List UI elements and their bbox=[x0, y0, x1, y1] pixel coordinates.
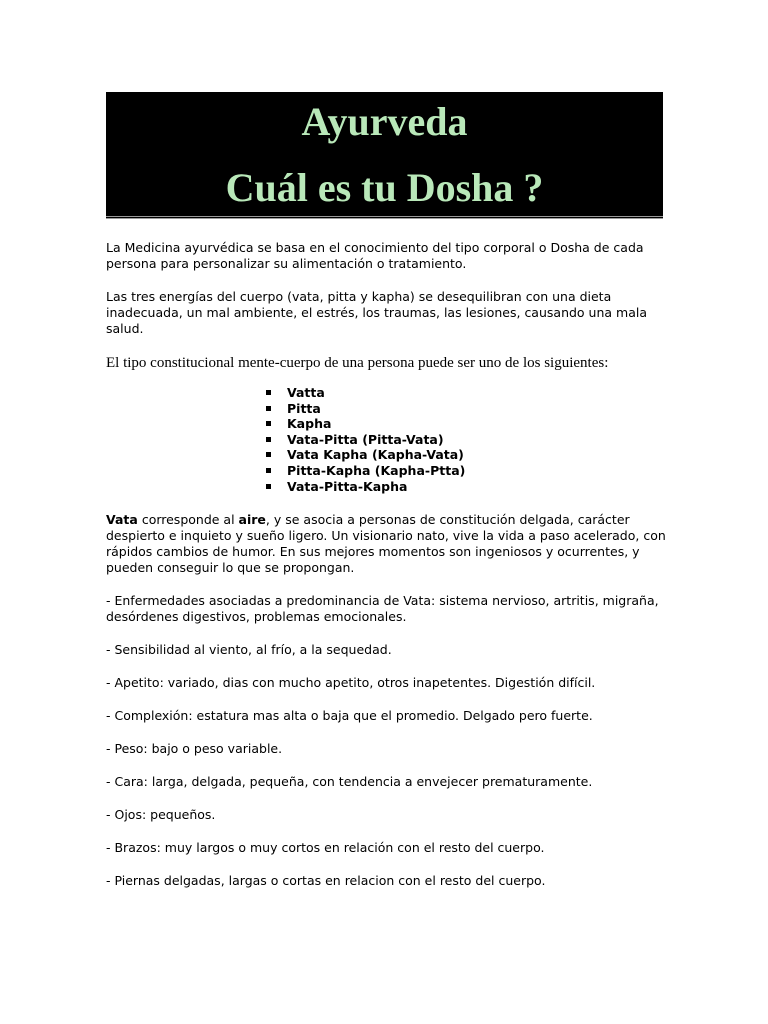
trait-sensitivity: - Sensibilidad al viento, al frío, a la sequedad. bbox=[106, 642, 392, 658]
dosha-type: Vatta bbox=[287, 385, 325, 400]
trait-eyes: - Ojos: pequeños. bbox=[106, 807, 216, 823]
list-item bbox=[266, 385, 666, 401]
document-page bbox=[106, 92, 666, 889]
list-item bbox=[266, 463, 666, 479]
trait-face: - Cara: larga, delgada, pequeña, con tendencia a envejecer prematuramente. bbox=[106, 774, 593, 790]
list-item bbox=[266, 432, 666, 448]
vata-text-1: corresponde al bbox=[137, 512, 239, 528]
square-bullet-icon bbox=[266, 437, 271, 442]
trait-appetite: - Apetito: variado, dias con mucho apetito, otros inapetentes. Digestión difícil. bbox=[106, 675, 596, 691]
trait-weight: - Peso: bajo o peso variable. bbox=[106, 741, 283, 757]
intro-paragraph-2: Las tres energías del cuerpo (vata, pitta y kapha) se desequilibran con una dieta inadecuada, un mal ambiente, el estrés, los traumas, las lesiones, causando una mala salud. bbox=[106, 289, 647, 336]
vata-text-2: , y se asocia a personas de constitución delgada, carácter despierto e inquieto y sueño ligero. Un visionario nato, vive la vida a paso acelerado, con rápidos cambios de humor. En sus mejores momentos son ingeniosos y ocurrentes, y pueden conseguir lo que se propongan. bbox=[106, 512, 666, 576]
dosha-type: Pitta bbox=[287, 400, 321, 416]
types-intro: El tipo constitucional mente-cuerpo de una persona puede ser uno de los siguientes: bbox=[106, 355, 609, 371]
dosha-type: Kapha bbox=[287, 416, 332, 432]
list-item bbox=[266, 479, 666, 495]
square-bullet-icon bbox=[266, 421, 271, 426]
square-bullet-icon bbox=[266, 390, 271, 395]
dosha-types-list bbox=[106, 385, 666, 494]
square-bullet-icon bbox=[266, 406, 271, 411]
title-banner bbox=[106, 92, 663, 219]
trait-diseases: - Enfermedades asociadas a predominancia de Vata: sistema nervioso, artritis, migraña, desórdenes digestivos, problemas emocionales. bbox=[106, 593, 659, 625]
square-bullet-icon bbox=[266, 452, 271, 457]
list-item bbox=[266, 447, 666, 463]
square-bullet-icon bbox=[266, 468, 271, 473]
list-item bbox=[266, 401, 666, 417]
list-item bbox=[266, 416, 666, 432]
vata-element: aire bbox=[238, 512, 266, 528]
title-line-1: Ayurveda bbox=[301, 99, 468, 144]
trait-arms: - Brazos: muy largos o muy cortos en relación con el resto del cuerpo. bbox=[106, 840, 545, 856]
vata-description bbox=[106, 512, 666, 576]
trait-legs: - Piernas delgadas, largas o cortas en relacion con el resto del cuerpo. bbox=[106, 873, 546, 889]
vata-term: Vata bbox=[106, 512, 138, 528]
dosha-type: Vata-Pitta (Pitta-Vata) bbox=[287, 431, 444, 447]
dosha-type: Vata-Pitta-Kapha bbox=[287, 478, 408, 494]
dosha-type: Pitta-Kapha (Kapha-Ptta) bbox=[287, 462, 466, 478]
title-line-2: Cuál es tu Dosha ? bbox=[225, 165, 544, 210]
square-bullet-icon bbox=[266, 484, 271, 489]
intro-paragraph-1: La Medicina ayurvédica se basa en el conocimiento del tipo corporal o Dosha de cada persona para personalizar su alimentación o tratamiento. bbox=[106, 240, 644, 271]
dosha-type: Vata Kapha (Kapha-Vata) bbox=[287, 447, 464, 463]
trait-build: - Complexión: estatura mas alta o baja que el promedio. Delgado pero fuerte. bbox=[106, 708, 593, 724]
